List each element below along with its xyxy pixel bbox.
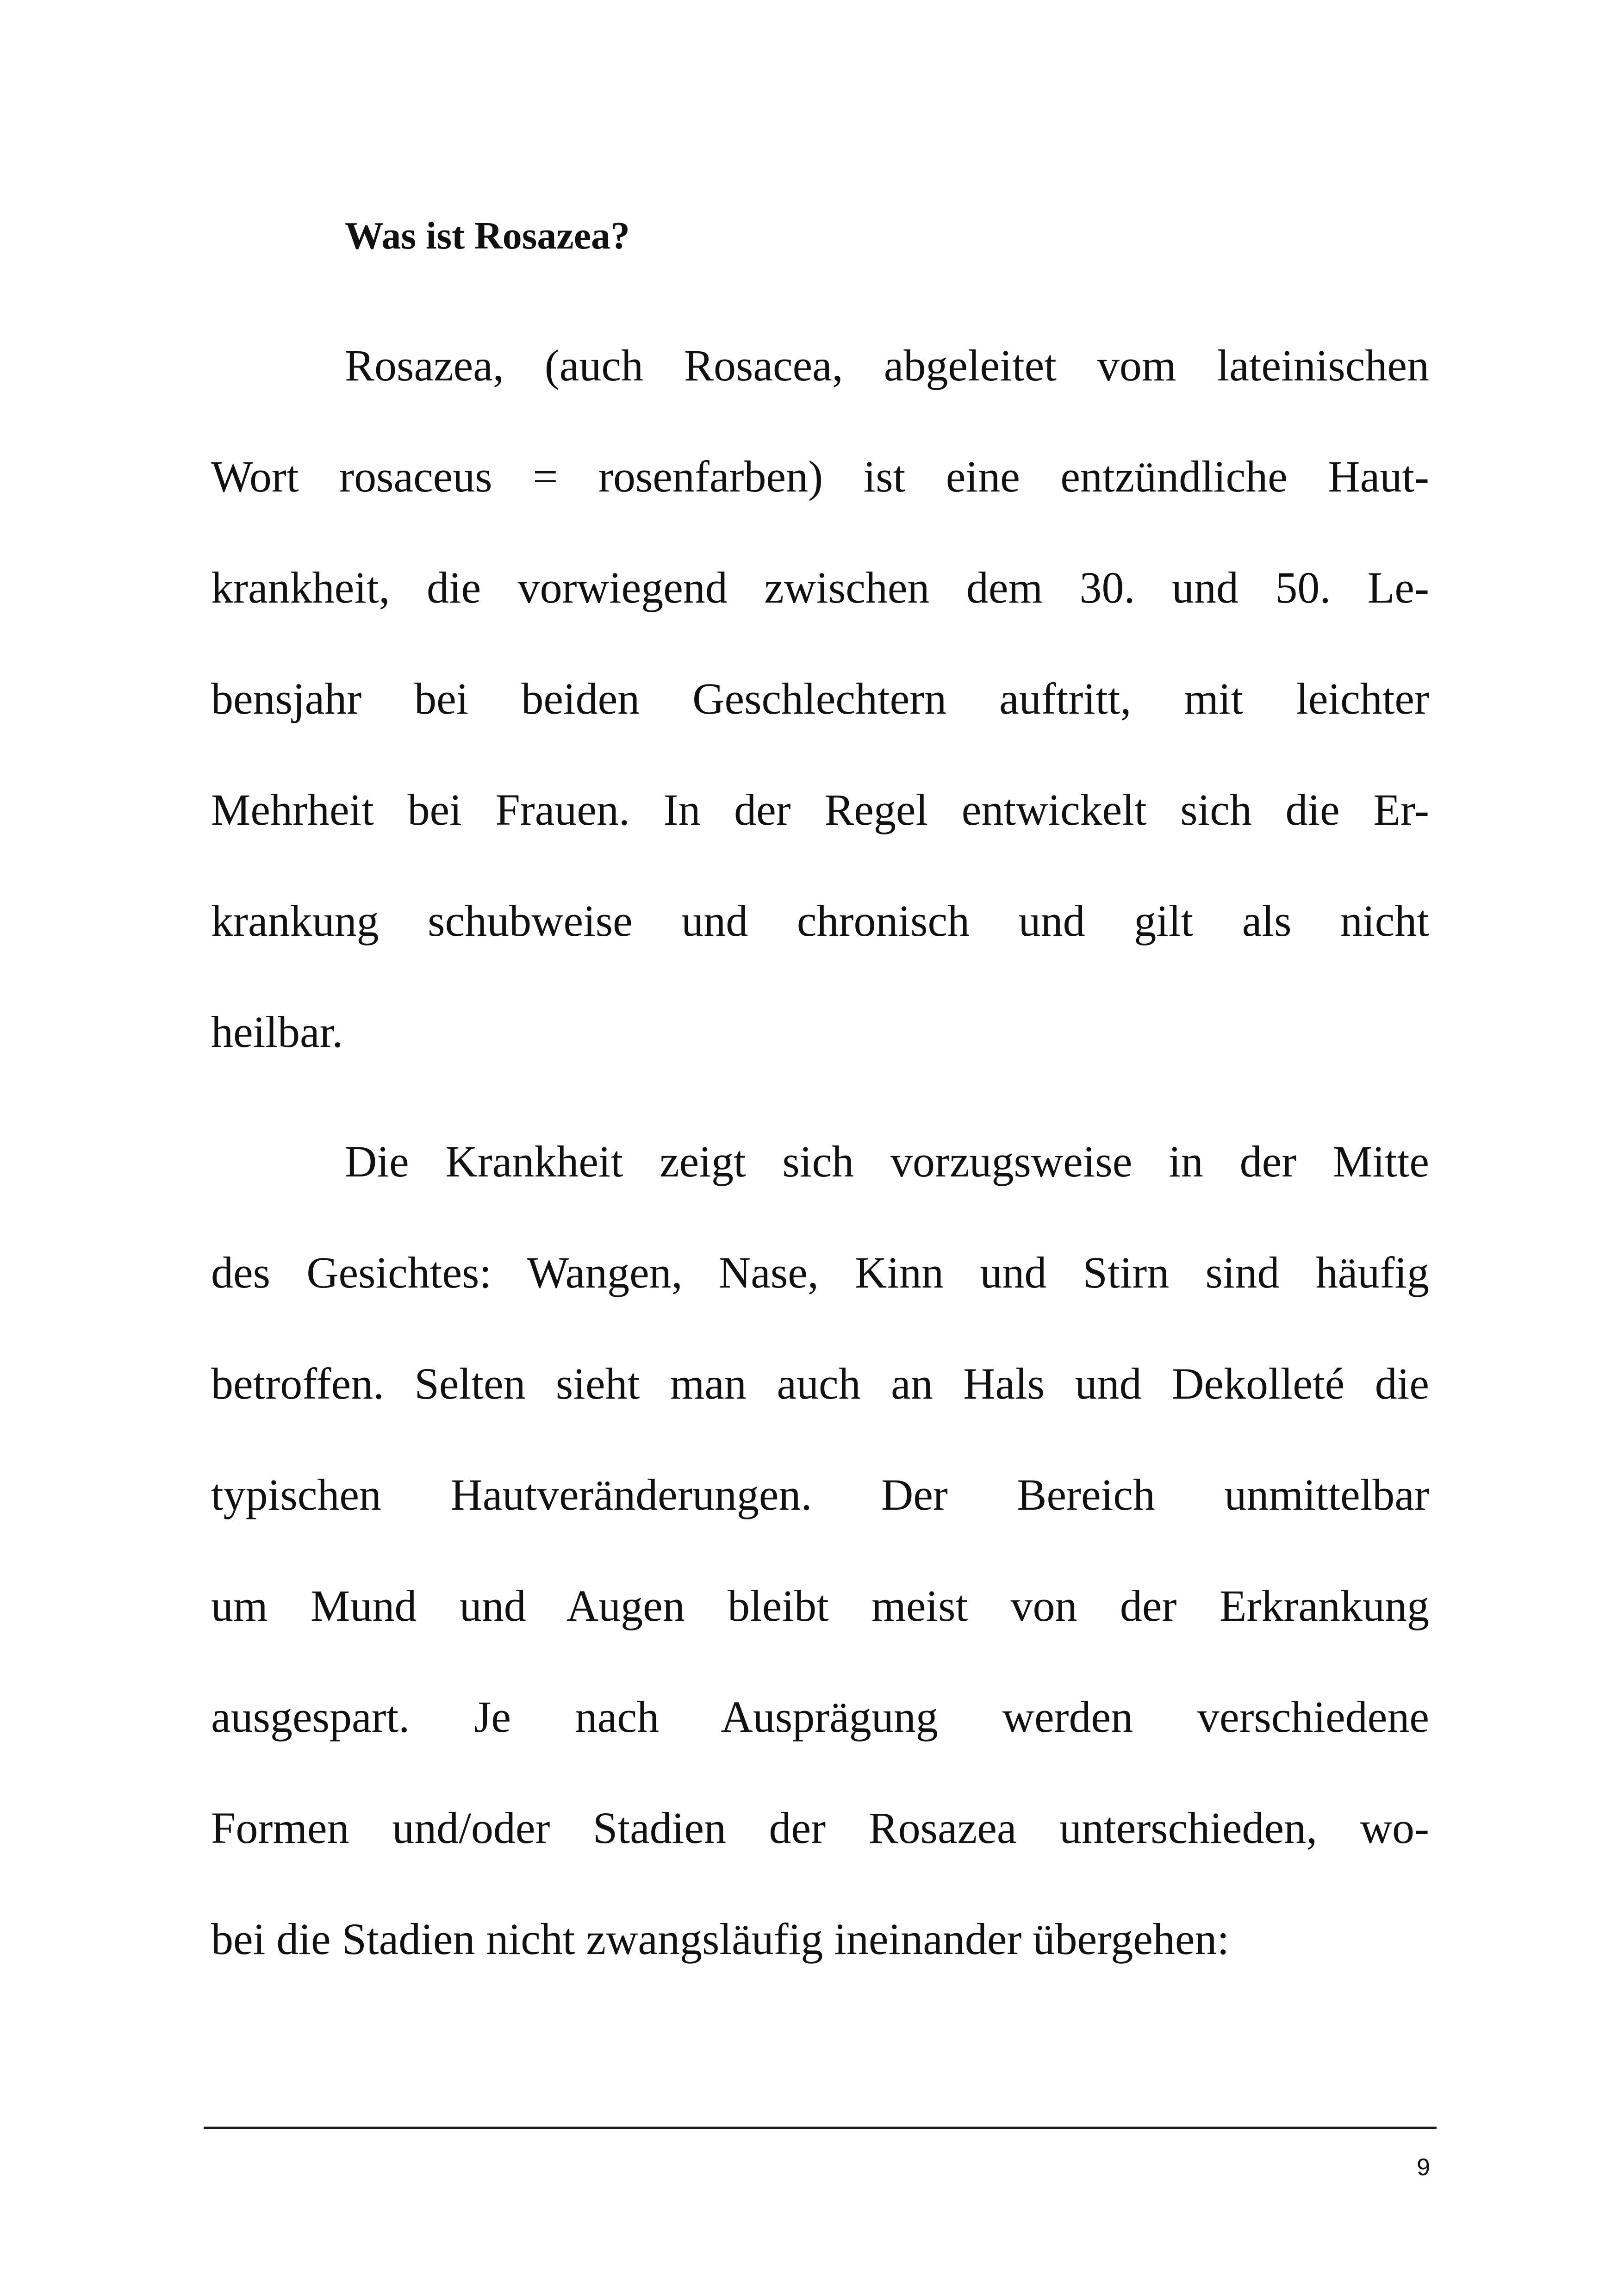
paragraph-2-line-8: bei die Stadien nicht zwangsläufig ineinander übergehen: — [211, 1914, 1230, 1964]
paragraph-1-line-7: heilbar. — [211, 1007, 343, 1057]
paragraph-2-line-5: um Mund und Augen bleibt meist von der Erkrankung — [211, 1581, 1429, 1630]
paragraph-2-line-7: Formen und/oder Stadien der Rosazea unterschieden, wo- — [211, 1803, 1429, 1853]
page-number: 9 — [1417, 2154, 1430, 2181]
section-heading: Was ist Rosazea? — [345, 214, 630, 257]
paragraph-1-line-5: Mehrheit bei Frauen. In der Regel entwickelt sich die Er- — [211, 785, 1429, 834]
footer-divider — [204, 2127, 1437, 2129]
paragraph-1-line-3: krankheit, die vorwiegend zwischen dem 30. und 50. Le- — [211, 563, 1429, 612]
paragraph-2-line-6: ausgespart. Je nach Ausprägung werden verschiedene — [211, 1692, 1429, 1742]
paragraph-2-line-4: typischen Hautveränderungen. Der Bereich unmittelbar — [211, 1470, 1429, 1519]
paragraph-2-line-2: des Gesichtes: Wangen, Nase, Kinn und Stirn sind häufig — [211, 1248, 1429, 1297]
paragraph-1-line-4: bensjahr bei beiden Geschlechtern auftritt, mit leichter — [211, 674, 1429, 723]
paragraph-2-line-1: Die Krankheit zeigt sich vorzugsweise in der Mitte — [345, 1137, 1429, 1186]
paragraph-1-line-1: Rosazea, (auch Rosacea, abgeleitet vom lateinischen — [345, 341, 1429, 390]
paragraph-2-line-3: betroffen. Selten sieht man auch an Hals und Dekolleté die — [211, 1359, 1429, 1408]
paragraph-1-line-6: krankung schubweise und chronisch und gilt als nicht — [211, 896, 1429, 946]
paragraph-1-line-2: Wort rosaceus = rosenfarben) ist eine entzündliche Haut- — [211, 452, 1429, 501]
